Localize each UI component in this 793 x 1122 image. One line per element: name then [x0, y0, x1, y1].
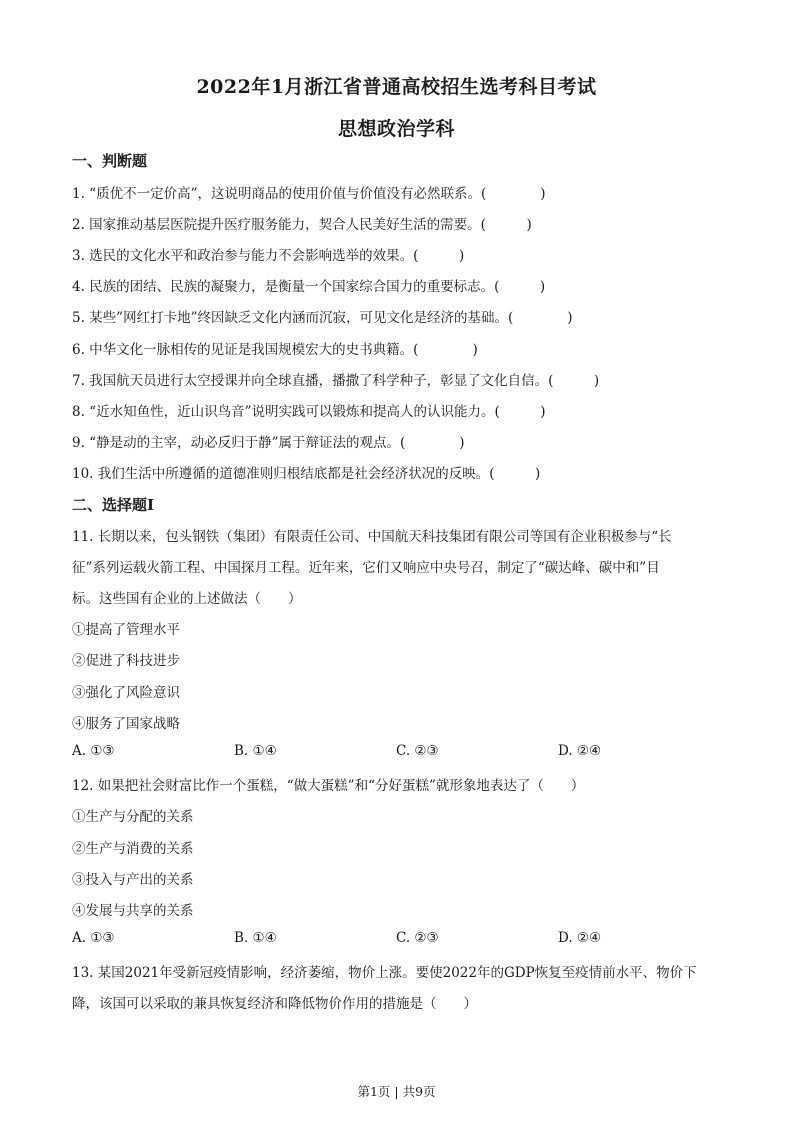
judge-item: 1. “质优不一定价高”，这说明商品的使用价值与价值没有必然联系。( )	[72, 186, 546, 202]
judge-item: 8. “近水知鱼性，近山识鸟音”说明实践可以锻炼和提高人的认识能力。( )	[72, 404, 546, 420]
section-heading-choice: 二、选择题Ⅰ	[72, 496, 155, 514]
q11-option-a: A. ①③	[72, 743, 115, 759]
q11-option-b: B. ①④	[234, 743, 277, 759]
q11-stem-line: 标。这些国有企业的上述做法（ ）	[72, 591, 302, 607]
judge-item: 5. 某些”网红打卡地”终因缺乏文化内涵而沉寂，可见文化是经济的基础。( )	[72, 310, 573, 326]
q12-statement: ④发展与共享的关系	[72, 903, 194, 919]
q11-stem-line: 11. 长期以来，包头钢铁（集团）有限责任公司、中国航天科技集团有限公司等国有企业积极参与“长	[72, 529, 672, 545]
judge-item: 2. 国家推动基层医院提升医疗服务能力，契合人民美好生活的需要。( )	[72, 217, 532, 233]
page-footer: 第1页 | 共9页	[357, 1084, 436, 1099]
q11-option-c: C. ②③	[396, 743, 439, 759]
q12-option-b: B. ①④	[234, 930, 277, 946]
exam-subject: 思想政治学科	[337, 118, 455, 140]
judge-item: 10. 我们生活中所遵循的道德准则归根结底都是社会经济状况的反映。( )	[72, 466, 541, 482]
q12-option-c: C. ②③	[396, 930, 439, 946]
q12-statement: ①生产与分配的关系	[72, 809, 194, 825]
q11-stem-line: 征”系列运载火箭工程、中国探月工程。近年来，它们又响应中央号召，制定了“碳达峰、碳中和”目	[72, 560, 660, 576]
judge-item: 7. 我国航天员进行太空授课并向全球直播，播撒了科学种子，彰显了文化自信。( )	[72, 373, 600, 389]
q12-option-d: D. ②④	[558, 930, 602, 946]
q12-statement: ②生产与消费的关系	[72, 841, 194, 857]
q13-stem-line: 降，该国可以采取的兼具恢复经济和降低物价作用的措施是（ ）	[72, 996, 477, 1012]
judge-item: 6. 中华文化一脉相传的见证是我国规模宏大的史书典籍。( )	[72, 342, 478, 358]
q13-stem-line: 13. 某国2021年受新冠疫情影响，经济萎缩，物价上涨。要使2022年的GDP恢复至疫情前水平、物价下	[72, 965, 697, 981]
q11-option-d: D. ②④	[558, 743, 602, 759]
q11-statement: ②促进了科技进步	[72, 653, 180, 669]
judge-item: 3. 选民的文化水平和政治参与能力不会影响选举的效果。( )	[72, 248, 465, 264]
q12-stem-line: 12. 如果把社会财富比作一个蛋糕，“做大蛋糕”和“分好蛋糕”就形象地表达了（ ）	[72, 778, 585, 794]
exam-title: 2022年1月浙江省普通高校招生选考科目考试	[196, 76, 597, 98]
section-heading-judge: 一、判断题	[72, 152, 148, 170]
judge-item: 4. 民族的团结、民族的凝聚力，是衡量一个国家综合国力的重要标志。( )	[72, 279, 546, 295]
q12-option-a: A. ①③	[72, 930, 115, 946]
q11-statement: ③强化了风险意识	[72, 685, 180, 701]
q11-statement: ①提高了管理水平	[72, 622, 180, 638]
q12-statement: ③投入与产出的关系	[72, 872, 194, 888]
q11-statement: ④服务了国家战略	[72, 716, 180, 732]
judge-item: 9. “静是动的主宰，动必反归于静”属于辩证法的观点。( )	[72, 435, 465, 451]
